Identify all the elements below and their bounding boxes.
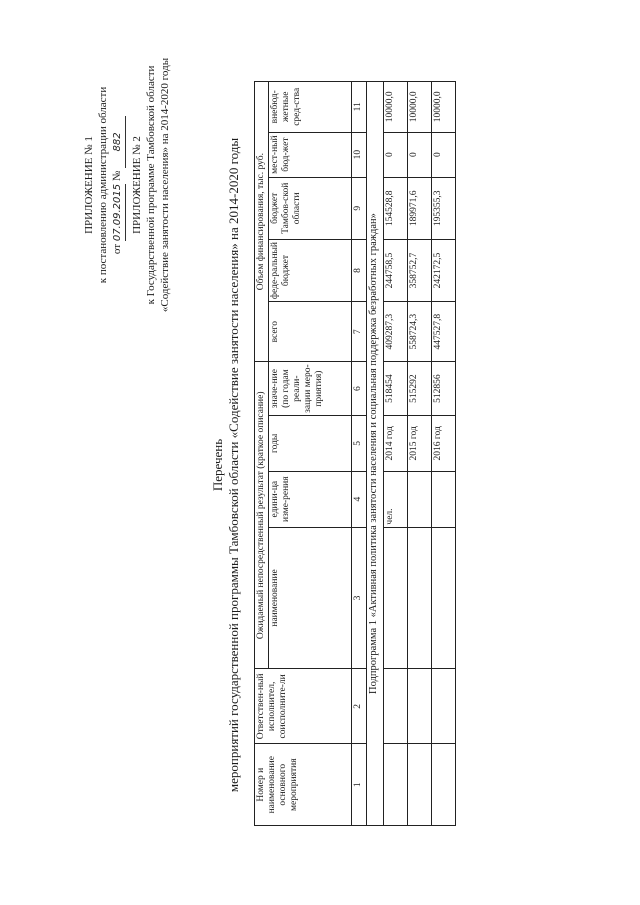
header-cell: Объем финансирования, тыс. руб.: [255, 82, 269, 362]
appendix-2-header: [130, 25, 172, 345]
header-cell: мест-ный бюд-жет: [269, 132, 352, 177]
header-cell: Ответствен-ный исполнител, соисполните-ли: [255, 669, 352, 744]
value-cell: 512856: [432, 362, 456, 416]
column-number: 10: [352, 132, 367, 177]
column-number: 5: [352, 415, 367, 471]
local-cell: 0: [408, 132, 432, 177]
table-header-row: [255, 82, 269, 826]
appendix-2-line2: «Содействие занятости населения» на 2014-2020 годы: [159, 57, 171, 313]
column-number: 4: [352, 471, 367, 527]
local-cell: 0: [384, 132, 408, 177]
table-row: [384, 82, 408, 826]
total-cell: 447527,8: [432, 302, 456, 362]
extra-cell: 10000,0: [432, 82, 456, 133]
table-cell: [384, 744, 408, 826]
header-cell: едини-ца изме-рения: [269, 471, 352, 527]
federal-cell: 242172,5: [432, 239, 456, 301]
appendix-1-from: от: [111, 243, 123, 255]
appendix-1-header: [82, 25, 126, 345]
appendix-1-no: №: [111, 170, 123, 182]
table-cell: [432, 744, 456, 826]
column-number: 8: [352, 239, 367, 301]
year-cell: 2014 год: [384, 415, 408, 471]
value-cell: 518454: [384, 362, 408, 416]
unit-cell: [432, 471, 456, 527]
table-cell: [408, 669, 432, 744]
column-number: 9: [352, 177, 367, 239]
unit-cell: [408, 471, 432, 527]
table-cell: [384, 669, 408, 744]
total-cell: 558724,3: [408, 302, 432, 362]
measures-table: [254, 81, 456, 826]
table-row: [432, 82, 456, 826]
subprogram-title: Подпрограмма 1 «Активная политика занятости населения и социальная поддержка безработных граждан»: [367, 82, 384, 826]
table-cell: [408, 744, 432, 826]
local-cell: 0: [432, 132, 456, 177]
handwritten-date: 07.09.2015: [111, 184, 126, 241]
handwritten-number: 882: [111, 116, 126, 168]
column-number-row: [352, 82, 367, 826]
value-cell: 515292: [408, 362, 432, 416]
header-cell: внебюд-жетные сред-ства: [269, 82, 352, 133]
appendix-1-date-line: [110, 25, 126, 345]
year-cell: 2015 год: [408, 415, 432, 471]
header-cell: наименование: [269, 527, 352, 669]
federal-cell: 358752,7: [408, 239, 432, 301]
column-number: 2: [352, 669, 367, 744]
header-cell: Номер и наименование основного мероприятия: [255, 744, 352, 826]
column-number: 3: [352, 527, 367, 669]
extra-cell: 10000,0: [384, 82, 408, 133]
table-cell: [432, 527, 456, 669]
column-number: 11: [352, 82, 367, 133]
appendix-2-line1: к Государственной программе Тамбовской области: [145, 65, 157, 305]
header-cell: Ожидаемый непосредственный результат (краткое описание): [255, 362, 269, 669]
header-cell: феде-ральный бюджет: [269, 239, 352, 301]
column-number: 1: [352, 744, 367, 826]
document-title: Перечень: [210, 438, 225, 492]
header-cell: всего: [269, 302, 352, 362]
table-cell: [408, 527, 432, 669]
document-subtitle: мероприятий государственной программы Тамбовской области «Содействие занятости населения» на 2014-2020 годы: [226, 137, 241, 793]
subprogram-row: [367, 82, 384, 826]
extra-cell: 10000,0: [408, 82, 432, 133]
appendix-2-title: ПРИЛОЖЕНИЕ № 2: [131, 136, 143, 234]
header-cell: значе-ние (по годам реали-зации меро-приятия): [269, 362, 352, 416]
column-number: 6: [352, 362, 367, 416]
total-cell: 409287,3: [384, 302, 408, 362]
unit-cell: чел.: [384, 471, 408, 527]
regional-cell: 195355,3: [432, 177, 456, 239]
regional-cell: 189971,6: [408, 177, 432, 239]
federal-cell: 244758,5: [384, 239, 408, 301]
header-cell: бюджет Тамбов-ской области: [269, 177, 352, 239]
year-cell: 2016 год: [432, 415, 456, 471]
table-cell: [384, 527, 408, 669]
column-number: 7: [352, 302, 367, 362]
appendix-1-title: ПРИЛОЖЕНИЕ № 1: [83, 136, 95, 234]
appendix-1-line: к постановлению администрации области: [97, 86, 109, 284]
regional-cell: 154528,8: [384, 177, 408, 239]
table-cell: [432, 669, 456, 744]
header-cell: годы: [269, 415, 352, 471]
table-row: [408, 82, 432, 826]
